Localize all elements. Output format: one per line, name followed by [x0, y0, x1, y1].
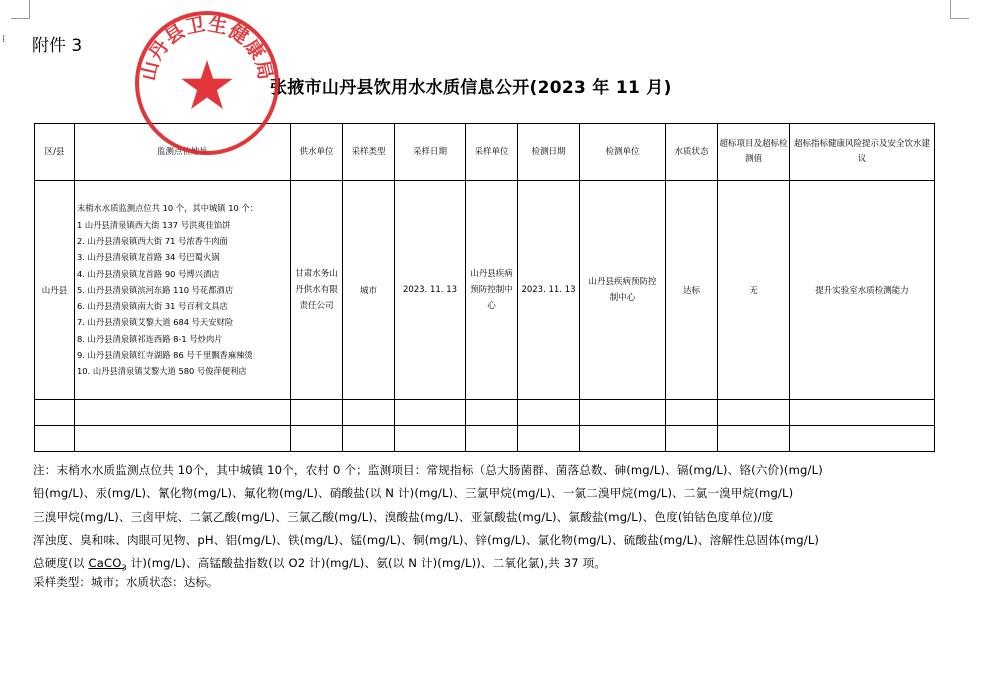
page-title: 张掖市山丹县饮用水水质信息公开(2023 年 11 月) — [270, 78, 672, 98]
site-item: 9. 山丹县清泉镇红寺湖路 86 号千里飘香麻辣烫 — [77, 350, 253, 361]
cell-sample-unit: 山丹县疾病预防控制中心 — [466, 181, 518, 400]
table-row — [35, 181, 935, 400]
attachment-label: 附件 3 — [32, 36, 83, 56]
cell-health-advice: 提升实验室水质检测能力 — [790, 181, 935, 400]
cell-sample-type: 城市 — [343, 181, 395, 400]
footnote-line: 铅(mg/L)、汞(mg/L)、氰化物(mg/L)、氟化物(mg/L)、硝酸盐(以 N 计)(mg/L)、三氯甲烷(mg/L)、一氯二溴甲烷(mg/L)、二氯一溴甲烷(mg/L) — [33, 486, 794, 501]
seal-star-icon — [181, 60, 232, 109]
edge-marker: ⁞ — [2, 34, 6, 45]
header-health-advice: 超标指标健康风险提示及安全饮水建议 — [790, 124, 935, 181]
page-corner-mark — [11, 0, 30, 19]
header-sample-unit: 采样单位 — [466, 124, 518, 181]
sample-type-line: 采样类型：城市；水质状态：达标。 — [33, 575, 219, 589]
cell-test-unit: 山丹县疾病预防控制中心 — [580, 181, 666, 400]
header-exceed-items: 超标项目及超标检测值 — [718, 124, 790, 181]
sites-intro: 末梢水水质监测点位共 10 个，其中城镇 10 个： — [77, 203, 259, 214]
seal-text: 山丹县卫生健康局 — [137, 13, 277, 83]
cell-monitoring-sites — [75, 181, 291, 400]
site-item: 6. 山丹县清泉镇南大街 31 号百利文具店 — [77, 301, 228, 312]
site-item: 2. 山丹县清泉镇西大街 71 号浓香牛肉面 — [77, 235, 228, 246]
cell-supply-unit: 甘肃水务山丹供水有限责任公司 — [291, 181, 343, 400]
header-supply-unit: 供水单位 — [291, 124, 343, 181]
cell-region: 山丹县 — [35, 181, 75, 400]
caco3-formula: CaCO$_3$ — [88, 556, 127, 573]
empty-table-row — [35, 426, 935, 452]
table-header-row — [35, 124, 935, 181]
footnote-line: 注：末梢水水质监测点位共 10个，其中城镇 10个，农村 0 个；监测项目：常规指标（总大肠菌群、菌落总数、砷(mg/L)、镉(mg/L)、铬(六价)(mg/L) — [33, 463, 823, 477]
header-region: 区/县 — [35, 124, 75, 181]
header-test-unit: 检测单位 — [580, 124, 666, 181]
footnote-line: 浑浊度、臭和味、肉眼可见物、pH、铝(mg/L)、铁(mg/L)、锰(mg/L)、铜(mg/L)、锌(mg/L)、氯化物(mg/L)、硫酸盐(mg/L)、溶解性总固体(mg/L) — [33, 532, 820, 547]
header-sample-type: 采样类型 — [343, 124, 395, 181]
page-corner-mark — [950, 0, 969, 19]
site-item: 5. 山丹县清泉镇滨河东路 110 号花都酒店 — [77, 284, 234, 295]
empty-table-row — [35, 400, 935, 426]
water-quality-table — [34, 123, 935, 452]
cell-sample-date: 2023. 11. 13 — [395, 181, 466, 400]
footnote-line: 总硬度(以 CaCO$_3$ 计)(mg/L)、高锰酸盐指数(以 O2 计)(mg/L)、氨(以 N 计)(mg/L))、二氧化氯),共 37 项。 — [33, 556, 607, 573]
cell-water-status: 达标 — [666, 181, 718, 400]
site-item: 7. 山丹县清泉镇艾黎大道 684 号天安财险 — [77, 317, 234, 328]
header-test-date: 检测日期 — [518, 124, 580, 181]
footnote — [33, 459, 953, 580]
site-item: 3. 山丹县清泉镇龙首路 34 号巴蜀火锅 — [77, 252, 220, 263]
site-item: 10. 山丹县清泉镇艾黎大道 580 号俊萍便利店 — [77, 366, 247, 377]
header-sample-date: 采样日期 — [395, 124, 466, 181]
header-monitoring-sites: 监测点位地址 — [75, 124, 291, 181]
header-water-status: 水质状态 — [666, 124, 718, 181]
site-item: 1 山丹县清泉镇西大街 137 号洪爽佳馅饼 — [77, 219, 231, 230]
cell-exceed-items: 无 — [718, 181, 790, 400]
footnote-line: 三溴甲烷(mg/L)、三卤甲烷、二氯乙酸(mg/L)、三氯乙酸(mg/L)、溴酸盐(mg/L)、亚氯酸盐(mg/L)、氯酸盐(mg/L)、色度(铂钴色度单位)/度 — [33, 509, 774, 524]
site-item: 4. 山丹县清泉镇龙首路 90 号博兴酒店 — [77, 268, 220, 279]
cell-test-date: 2023. 11. 13 — [518, 181, 580, 400]
site-item: 8. 山丹县清泉镇祁连西路 8-1 号炒肉片 — [77, 333, 223, 344]
